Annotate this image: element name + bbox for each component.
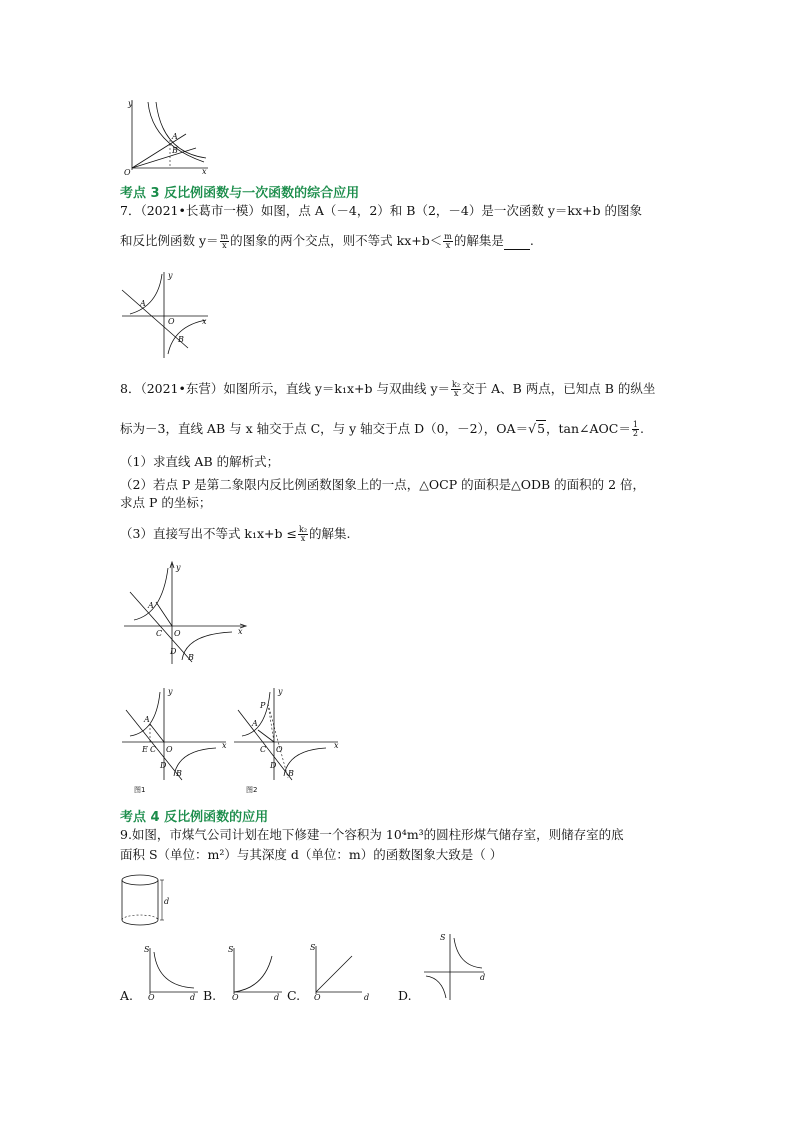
option-d-graph[interactable]	[420, 930, 492, 1002]
option-c-graph[interactable]	[304, 940, 378, 1000]
q7-label-B: B	[178, 335, 184, 344]
q8-label-D: D	[170, 647, 177, 656]
option-c-label[interactable]: C.	[287, 988, 301, 1003]
fig2-caption: 图2	[246, 786, 258, 794]
q8-label-y: y	[176, 563, 181, 572]
option-c-label-S: S	[310, 943, 316, 952]
q7-line1: 7．（2021•长葛市一模）如图，点 A（－4，2）和 B（2，－4）是一次函数 y＝kx+b 的图象	[120, 203, 642, 218]
option-d-label[interactable]: D.	[398, 988, 412, 1003]
fig2-label-C: C	[260, 745, 267, 754]
q8-label-C: C	[156, 629, 163, 638]
option-d-label-S: S	[440, 933, 446, 942]
label-B: B	[172, 146, 178, 155]
q7-line2-a: 和反比例函数 y＝	[120, 233, 219, 248]
fig2-label-A: A	[252, 719, 258, 728]
fig1-label-A: A	[144, 715, 150, 724]
cylinder-figure	[118, 872, 172, 928]
fig2-label-D: D	[270, 761, 277, 770]
q8-fraction-half: $\frac{1}{2}$	[632, 420, 638, 438]
cylinder-label-d: d	[164, 897, 170, 906]
label-x: x	[202, 167, 207, 176]
option-b-label[interactable]: B.	[203, 988, 217, 1003]
fig2-label-x: x	[334, 741, 339, 750]
q8-sqrt: √5	[528, 421, 546, 436]
label-O: O	[124, 168, 131, 176]
option-b-graph[interactable]	[222, 942, 286, 1000]
q8-line2	[120, 420, 644, 438]
q7-line2-c: 的解集是	[453, 233, 504, 248]
option-a-label-S: S	[144, 945, 150, 954]
q8-label-B: B	[188, 653, 194, 662]
fig2-label-O: O	[276, 745, 283, 754]
label-A: A	[172, 132, 178, 141]
topic4-heading: 考点 4 反比例函数的应用	[120, 810, 269, 825]
q8-part3-a: （3）直接写出不等式 k₁x+b ≤	[120, 526, 297, 541]
fig1-caption: 图1	[134, 786, 146, 794]
q7-line2	[120, 232, 534, 250]
q8-part2-a: （2）若点 P 是第二象限内反比例函数图象上的一点，△OCP 的面积是△ODB 的面积的 2 倍，	[120, 477, 646, 492]
option-a-label-d: d	[190, 993, 196, 1000]
q8-fraction-k2-x: $\frac{\text{k₂}}{x}$	[452, 380, 461, 398]
q7-line2-end: .	[529, 233, 534, 248]
fig2-label-y: y	[278, 687, 283, 696]
label-y: y	[128, 99, 133, 108]
option-c-label-d: d	[364, 993, 370, 1000]
q8-figure1	[120, 684, 232, 796]
q8-line2-a: 标为－3，直线 AB 与 x 轴交于点 C，与 y 轴交于点 D（0，－2），OA＝	[120, 421, 529, 436]
q7-fraction-m-x-2: $\frac{m}{x}$	[444, 232, 452, 250]
q8-line1	[120, 380, 655, 398]
q8-part3-b: 的解集.	[309, 526, 351, 541]
q8-part2-b: 求点 P 的坐标；	[120, 495, 212, 510]
q8-part3	[120, 525, 351, 543]
fig1-label-E: E	[142, 745, 148, 754]
q7-label-y: y	[168, 271, 173, 280]
fig1-label-O: O	[166, 745, 173, 754]
fig1-label-B: B	[176, 769, 182, 778]
topic3-heading: 考点 3 反比例函数与一次函数的综合应用	[120, 186, 360, 201]
option-a-graph[interactable]	[138, 942, 202, 1000]
q9-line2: 面积 S（单位：m²）与其深度 d（单位：m）的函数图象大致是（ ）	[120, 847, 503, 862]
fig2-label-B: B	[288, 769, 294, 778]
q7-line2-b: 的图象的两个交点，则不等式 kx+b＜	[230, 233, 443, 248]
q8-fraction-k2-x-2: $\frac{\text{k₂}}{x}$	[298, 525, 308, 543]
fig1-label-D: D	[160, 761, 167, 770]
q7-graph	[118, 268, 214, 360]
option-a-label[interactable]: A.	[120, 988, 134, 1003]
q8-label-x: x	[238, 627, 243, 636]
q8-main-graph	[120, 560, 250, 666]
q7-fraction-m-x: $\frac{m}{x}$	[220, 232, 229, 250]
q8-line1-a: 8．（2021•东营）如图所示，直线 y＝k₁x+b 与双曲线 y＝	[120, 381, 451, 396]
q7-label-O: O	[168, 317, 175, 326]
option-b-label-S: S	[228, 945, 234, 954]
q7-label-x: x	[202, 317, 207, 326]
option-a-label-O: O	[148, 993, 155, 1000]
q9-line1: 9.如图，市煤气公司计划在地下修建一个容积为 10⁴m³的圆柱形煤气储存室，则储存室的底	[120, 827, 624, 842]
q8-label-O: O	[174, 629, 181, 638]
fig1-label-x: x	[222, 741, 227, 750]
fig1-label-C: C	[150, 745, 157, 754]
option-c-label-O: O	[314, 993, 321, 1000]
q8-line1-b: 交于 A、B 两点，已知点 B 的纵坐	[462, 381, 656, 396]
q8-figure2	[232, 684, 344, 796]
option-b-label-d: d	[274, 993, 280, 1000]
fig1-label-y: y	[168, 687, 173, 696]
option-d-label-d: d	[480, 973, 486, 982]
option-b-label-O: O	[232, 993, 239, 1000]
q8-line2-b: ，tan∠AOC＝	[546, 421, 631, 436]
q8-line2-end: .	[639, 421, 644, 436]
q7-label-A: A	[140, 299, 146, 308]
q8-label-A: A	[148, 601, 154, 610]
q8-part1: （1）求直线 AB 的解析式；	[120, 454, 280, 469]
q7-answer-blank[interactable]	[504, 237, 530, 250]
top-graph	[116, 96, 212, 176]
fig2-label-P: P	[260, 701, 266, 710]
